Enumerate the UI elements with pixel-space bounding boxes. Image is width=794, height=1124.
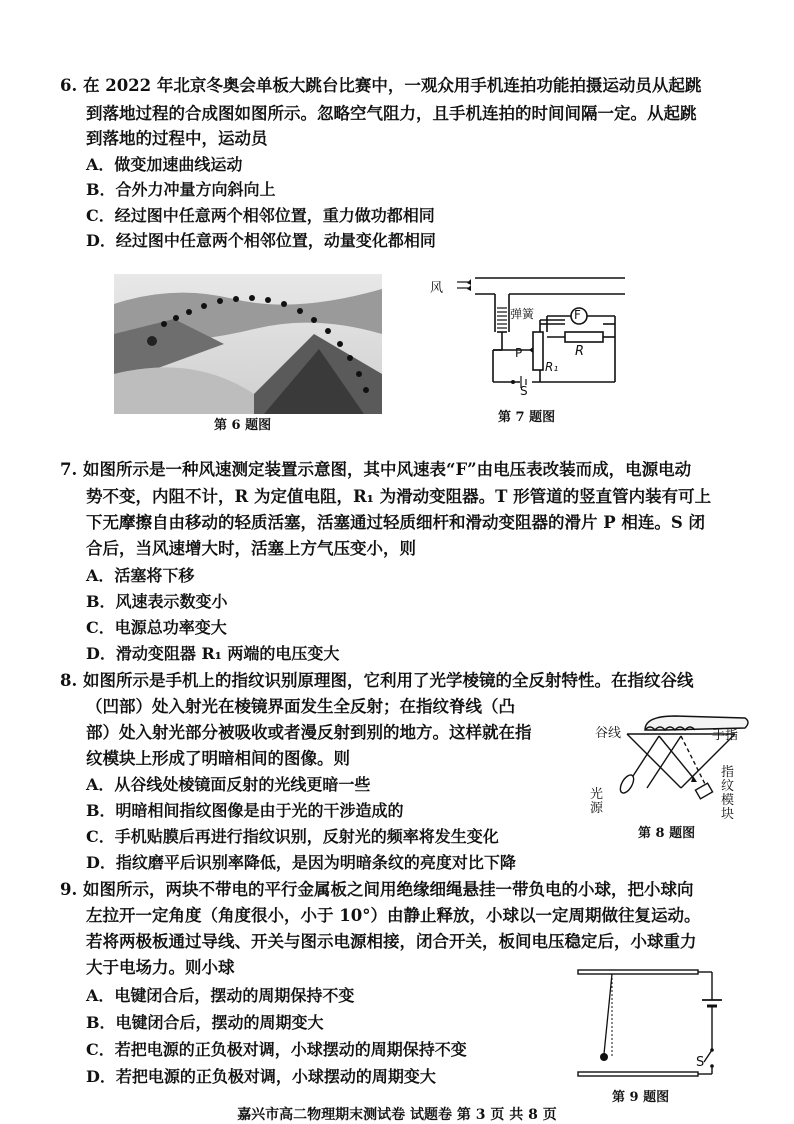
switch-s-label-9: S xyxy=(696,1055,705,1070)
q6-line-1: 6. 在 2022 年北京冬奥会单板大跳台比赛中，一观众用手机连拍功能拍摄运动员从起跳 xyxy=(60,76,702,95)
q8-line-2: （凹部）处入射光在棱镜界面发生全反射；在指纹脊线（凸 xyxy=(86,697,515,716)
q9-line-3: 若将两极板通过导线、开关与图示电源相接，闭合开关，板间电压稳定后，小球重力 xyxy=(86,932,697,951)
q9-caption: 第 9 题图 xyxy=(612,1090,670,1105)
slider-p-label: P xyxy=(515,346,523,360)
q6-option-b: B．合外力冲量方向斜向上 xyxy=(86,180,276,199)
q8-line-3: 部）处入射光部分被吸收或者漫反射到别的地方。这样就在指 xyxy=(86,723,532,742)
q6-line-2: 到落地过程的合成图如图所示。忽略空气阻力，且手机连拍的时间间隔一定。从起跳 xyxy=(86,104,697,123)
q9-option-a: A．电键闭合后，摆动的周期保持不变 xyxy=(86,986,355,1005)
wind-meter-circuit xyxy=(425,272,640,402)
q9-option-d: D．若把电源的正负极对调，小球摆动的周期变大 xyxy=(86,1067,436,1086)
q7-option-c: C．电源总功率变大 xyxy=(86,618,227,637)
q8-option-a: A．从谷线处棱镜面反射的光线更暗一些 xyxy=(86,775,371,794)
q9-line-4: 大于电场力。则小球 xyxy=(86,958,235,977)
rheostat-r1-label: R₁ xyxy=(545,360,559,374)
q8-line-1: 8. 如图所示是手机上的指纹识别原理图，它利用了光学棱镜的全反射特性。在指纹谷线 xyxy=(60,671,694,690)
q7-option-a: A．活塞将下移 xyxy=(86,566,195,585)
q7-line-3: 下无摩擦自由移动的轻质活塞，活塞通过轻质细杆和滑动变阻器的滑片 P 相连。S 闭 xyxy=(86,513,706,532)
pendulum-plates-diagram xyxy=(572,966,750,1082)
page-footer: 嘉兴市高二物理期末测试卷 试题卷 第 3 页 共 8 页 xyxy=(237,1107,557,1123)
q9-line-2: 左拉开一定角度（角度很小，小于 10°）由静止释放，小球以一定周期做往复运动。 xyxy=(86,906,701,925)
light-source-label: 光源 xyxy=(590,787,604,816)
q7-line-1: 7. 如图所示是一种风速测定装置示意图，其中风速表“F”由电压表改装而成，电源电动 xyxy=(60,460,692,479)
q8-option-b: B．明暗相间指纹图像是由于光的干涉造成的 xyxy=(86,801,404,820)
q7-option-b: B．风速表示数变小 xyxy=(86,592,228,611)
meter-f-label: F xyxy=(574,308,581,322)
q6-option-c: C．经过图中任意两个相邻位置，重力做功都相同 xyxy=(86,206,435,225)
q7-line-4: 合后，当风速增大时，活塞上方气压变小，则 xyxy=(86,539,416,558)
q7-option-d: D．滑动变阻器 R₁ 两端的电压变大 xyxy=(86,644,340,663)
q6-option-d: D．经过图中任意两个相邻位置，动量变化都相同 xyxy=(86,231,436,250)
q9-option-c: C．若把电源的正负极对调，小球摆动的周期保持不变 xyxy=(86,1040,467,1059)
q9-option-b: B．电键闭合后，摆动的周期变大 xyxy=(86,1013,324,1032)
ski-jump-photo xyxy=(114,274,382,414)
fingerprint-module-label: 指纹模块 xyxy=(721,765,735,822)
wind-label: 风 xyxy=(430,281,444,296)
q8-option-c: C．手机贴膜后再进行指纹识别，反射光的频率将发生变化 xyxy=(86,827,499,846)
q6-option-a: A．做变加速曲线运动 xyxy=(86,155,243,174)
switch-s-label: S xyxy=(520,384,528,398)
q8-option-d: D．指纹磨平后识别率降低，是因为明暗条纹的亮度对比下降 xyxy=(86,853,516,872)
resistor-r-label: R xyxy=(575,344,585,359)
q9-line-1: 9. 如图所示，两块不带电的平行金属板之间用绝缘细绳悬挂一带负电的小球，把小球向 xyxy=(60,880,694,899)
q6-caption: 第 6 题图 xyxy=(214,418,272,433)
q7-caption: 第 7 题图 xyxy=(498,410,556,425)
finger-label: 手指 xyxy=(712,728,739,743)
spring-label: 弹簧 xyxy=(510,307,535,321)
q6-line-3: 到落地的过程中，运动员 xyxy=(86,129,268,148)
q8-caption: 第 8 题图 xyxy=(638,826,696,841)
q7-line-2: 势不变，内阻不计，R 为定值电阻，R₁ 为滑动变阻器。T 形管道的竖直管内装有可上 xyxy=(86,487,712,506)
valley-label: 谷线 xyxy=(595,726,622,741)
q8-line-4: 纹模块上形成了明暗相间的图像。则 xyxy=(86,749,350,768)
